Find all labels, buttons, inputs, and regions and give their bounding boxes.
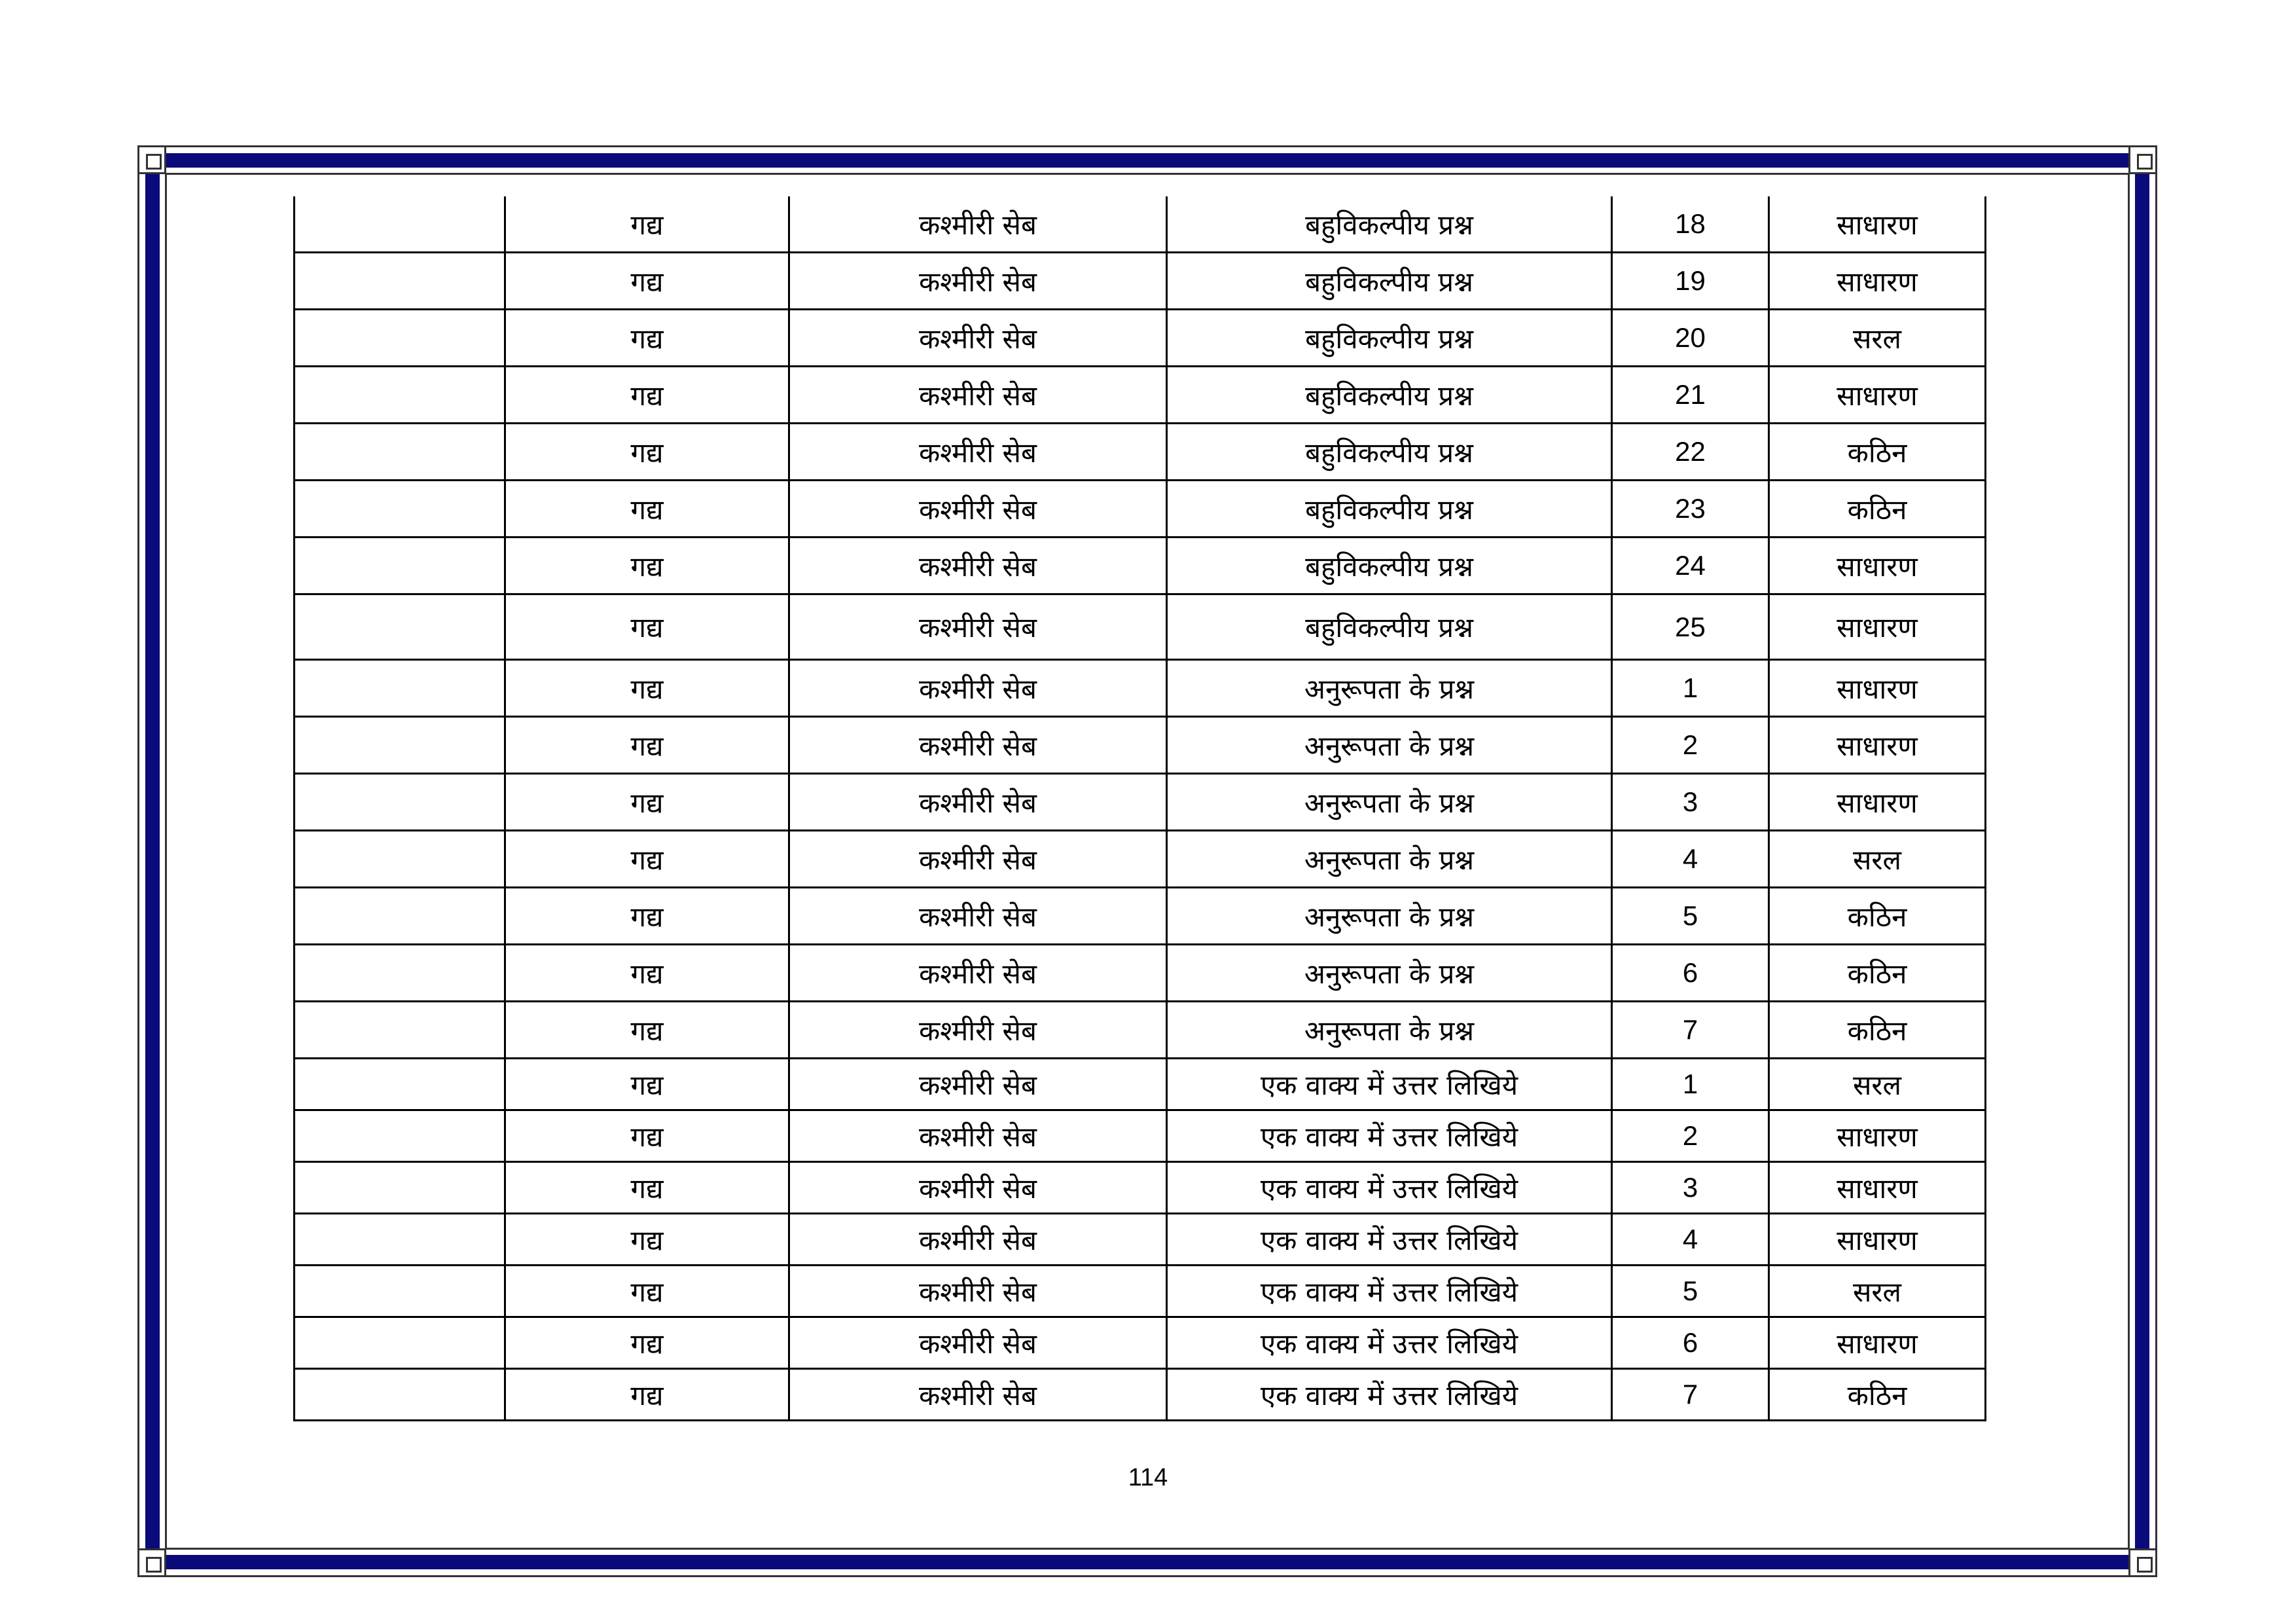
cell-genre: गद्य bbox=[505, 774, 789, 831]
cell-blank bbox=[295, 831, 505, 888]
cell-chapter: कश्मीरी सेब bbox=[789, 481, 1167, 538]
table-row bbox=[295, 1059, 1986, 1110]
cell-question-number: 24 bbox=[1612, 538, 1769, 594]
cell-genre: गद्य bbox=[505, 367, 789, 424]
cell-question-number: 18 bbox=[1612, 196, 1769, 253]
cell-question-type: एक वाक्य में उत्तर लिखिये bbox=[1167, 1369, 1612, 1421]
cell-question-type: बहुविकल्पीय प्रश्न bbox=[1167, 481, 1612, 538]
cell-blank bbox=[295, 660, 505, 717]
cell-chapter: कश्मीरी सेब bbox=[789, 1162, 1167, 1214]
cell-chapter: कश्मीरी सेब bbox=[789, 196, 1167, 253]
table-row bbox=[295, 1214, 1986, 1266]
cell-chapter: कश्मीरी सेब bbox=[789, 367, 1167, 424]
border-corner-ornament bbox=[2128, 145, 2157, 174]
cell-blank bbox=[295, 945, 505, 1002]
cell-genre: गद्य bbox=[505, 831, 789, 888]
table-row bbox=[295, 1369, 1986, 1421]
cell-genre: गद्य bbox=[505, 888, 789, 945]
cell-question-number: 20 bbox=[1612, 310, 1769, 367]
cell-blank bbox=[295, 594, 505, 660]
cell-genre: गद्य bbox=[505, 945, 789, 1002]
border-corner-ornament bbox=[137, 145, 166, 174]
table-row bbox=[295, 594, 1986, 660]
cell-genre: गद्य bbox=[505, 196, 789, 253]
cell-blank bbox=[295, 1317, 505, 1369]
cell-blank bbox=[295, 253, 505, 310]
cell-chapter: कश्मीरी सेब bbox=[789, 1214, 1167, 1266]
cell-chapter: कश्मीरी सेब bbox=[789, 945, 1167, 1002]
table-row bbox=[295, 310, 1986, 367]
cell-chapter: कश्मीरी सेब bbox=[789, 717, 1167, 774]
cell-difficulty: कठिन bbox=[1769, 945, 1986, 1002]
page-number: 114 bbox=[1128, 1464, 1168, 1491]
table-row bbox=[295, 1317, 1986, 1369]
cell-question-number: 6 bbox=[1612, 945, 1769, 1002]
cell-difficulty: साधारण bbox=[1769, 660, 1986, 717]
cell-difficulty: साधारण bbox=[1769, 774, 1986, 831]
cell-chapter: कश्मीरी सेब bbox=[789, 1059, 1167, 1110]
cell-question-type: अनुरूपता के प्रश्न bbox=[1167, 1002, 1612, 1059]
table-row bbox=[295, 888, 1986, 945]
cell-genre: गद्य bbox=[505, 1059, 789, 1110]
cell-question-number: 4 bbox=[1612, 831, 1769, 888]
border-corner-ornament bbox=[137, 1548, 166, 1577]
cell-chapter: कश्मीरी सेब bbox=[789, 1317, 1167, 1369]
cell-chapter: कश्मीरी सेब bbox=[789, 831, 1167, 888]
table-row bbox=[295, 660, 1986, 717]
cell-blank bbox=[295, 424, 505, 481]
cell-blank bbox=[295, 1110, 505, 1162]
cell-question-number: 19 bbox=[1612, 253, 1769, 310]
cell-chapter: कश्मीरी सेब bbox=[789, 538, 1167, 594]
cell-question-type: बहुविकल्पीय प्रश्न bbox=[1167, 538, 1612, 594]
question-table bbox=[293, 196, 1986, 1421]
cell-question-number: 4 bbox=[1612, 1214, 1769, 1266]
cell-question-number: 7 bbox=[1612, 1369, 1769, 1421]
table-row bbox=[295, 538, 1986, 594]
table-row bbox=[295, 774, 1986, 831]
cell-blank bbox=[295, 717, 505, 774]
cell-question-number: 6 bbox=[1612, 1317, 1769, 1369]
cell-chapter: कश्मीरी सेब bbox=[789, 1369, 1167, 1421]
question-table-body bbox=[295, 196, 1986, 1421]
cell-chapter: कश्मीरी सेब bbox=[789, 1266, 1167, 1317]
cell-chapter: कश्मीरी सेब bbox=[789, 424, 1167, 481]
cell-difficulty: साधारण bbox=[1769, 1110, 1986, 1162]
cell-blank bbox=[295, 1059, 505, 1110]
cell-genre: गद्य bbox=[505, 1369, 789, 1421]
table-row bbox=[295, 1110, 1986, 1162]
cell-question-number: 5 bbox=[1612, 888, 1769, 945]
cell-question-number: 25 bbox=[1612, 594, 1769, 660]
cell-difficulty: साधारण bbox=[1769, 538, 1986, 594]
cell-chapter: कश्मीरी सेब bbox=[789, 594, 1167, 660]
cell-chapter: कश्मीरी सेब bbox=[789, 774, 1167, 831]
border-corner-ornament bbox=[2128, 1548, 2157, 1577]
cell-difficulty: साधारण bbox=[1769, 253, 1986, 310]
table-row bbox=[295, 945, 1986, 1002]
cell-question-type: बहुविकल्पीय प्रश्न bbox=[1167, 253, 1612, 310]
cell-question-type: एक वाक्य में उत्तर लिखिये bbox=[1167, 1059, 1612, 1110]
cell-difficulty: सरल bbox=[1769, 310, 1986, 367]
cell-difficulty: कठिन bbox=[1769, 481, 1986, 538]
cell-question-number: 2 bbox=[1612, 717, 1769, 774]
cell-genre: गद्य bbox=[505, 253, 789, 310]
cell-difficulty: साधारण bbox=[1769, 1317, 1986, 1369]
cell-question-number: 5 bbox=[1612, 1266, 1769, 1317]
cell-blank bbox=[295, 1266, 505, 1317]
cell-question-type: एक वाक्य में उत्तर लिखिये bbox=[1167, 1266, 1612, 1317]
cell-blank bbox=[295, 196, 505, 253]
cell-genre: गद्य bbox=[505, 424, 789, 481]
table-row bbox=[295, 196, 1986, 253]
cell-blank bbox=[295, 310, 505, 367]
cell-question-type: बहुविकल्पीय प्रश्न bbox=[1167, 310, 1612, 367]
table-row bbox=[295, 1162, 1986, 1214]
cell-difficulty: सरल bbox=[1769, 831, 1986, 888]
cell-genre: गद्य bbox=[505, 1266, 789, 1317]
cell-difficulty: कठिन bbox=[1769, 1002, 1986, 1059]
cell-chapter: कश्मीरी सेब bbox=[789, 310, 1167, 367]
table-row bbox=[295, 831, 1986, 888]
cell-question-type: बहुविकल्पीय प्रश्न bbox=[1167, 196, 1612, 253]
cell-question-number: 2 bbox=[1612, 1110, 1769, 1162]
cell-question-number: 1 bbox=[1612, 1059, 1769, 1110]
cell-difficulty: साधारण bbox=[1769, 594, 1986, 660]
cell-question-type: बहुविकल्पीय प्रश्न bbox=[1167, 424, 1612, 481]
cell-genre: गद्य bbox=[505, 1214, 789, 1266]
cell-question-type: अनुरूपता के प्रश्न bbox=[1167, 717, 1612, 774]
cell-question-type: अनुरूपता के प्रश्न bbox=[1167, 888, 1612, 945]
cell-blank bbox=[295, 367, 505, 424]
cell-genre: गद्य bbox=[505, 481, 789, 538]
cell-question-number: 3 bbox=[1612, 1162, 1769, 1214]
cell-blank bbox=[295, 888, 505, 945]
cell-question-number: 22 bbox=[1612, 424, 1769, 481]
cell-question-number: 21 bbox=[1612, 367, 1769, 424]
cell-genre: गद्य bbox=[505, 1162, 789, 1214]
cell-blank bbox=[295, 1369, 505, 1421]
cell-difficulty: साधारण bbox=[1769, 1214, 1986, 1266]
cell-question-type: एक वाक्य में उत्तर लिखिये bbox=[1167, 1214, 1612, 1266]
cell-genre: गद्य bbox=[505, 660, 789, 717]
cell-genre: गद्य bbox=[505, 1002, 789, 1059]
cell-question-number: 23 bbox=[1612, 481, 1769, 538]
cell-difficulty: साधारण bbox=[1769, 367, 1986, 424]
table-row bbox=[295, 424, 1986, 481]
cell-genre: गद्य bbox=[505, 1317, 789, 1369]
cell-blank bbox=[295, 481, 505, 538]
table-row bbox=[295, 717, 1986, 774]
cell-genre: गद्य bbox=[505, 594, 789, 660]
cell-question-type: अनुरूपता के प्रश्न bbox=[1167, 660, 1612, 717]
cell-question-type: बहुविकल्पीय प्रश्न bbox=[1167, 367, 1612, 424]
table-row bbox=[295, 481, 1986, 538]
cell-difficulty: कठिन bbox=[1769, 424, 1986, 481]
cell-question-number: 3 bbox=[1612, 774, 1769, 831]
cell-question-type: एक वाक्य में उत्तर लिखिये bbox=[1167, 1317, 1612, 1369]
cell-question-type: बहुविकल्पीय प्रश्न bbox=[1167, 594, 1612, 660]
table-row bbox=[295, 1002, 1986, 1059]
cell-chapter: कश्मीरी सेब bbox=[789, 888, 1167, 945]
cell-difficulty: सरल bbox=[1769, 1266, 1986, 1317]
table-row bbox=[295, 367, 1986, 424]
cell-question-number: 1 bbox=[1612, 660, 1769, 717]
cell-difficulty: कठिन bbox=[1769, 1369, 1986, 1421]
cell-blank bbox=[295, 538, 505, 594]
cell-genre: गद्य bbox=[505, 310, 789, 367]
cell-chapter: कश्मीरी सेब bbox=[789, 1002, 1167, 1059]
cell-difficulty: साधारण bbox=[1769, 1162, 1986, 1214]
table-row bbox=[295, 253, 1986, 310]
cell-genre: गद्य bbox=[505, 1110, 789, 1162]
cell-genre: गद्य bbox=[505, 717, 789, 774]
cell-chapter: कश्मीरी सेब bbox=[789, 1110, 1167, 1162]
cell-question-type: एक वाक्य में उत्तर लिखिये bbox=[1167, 1162, 1612, 1214]
cell-chapter: कश्मीरी सेब bbox=[789, 660, 1167, 717]
cell-blank bbox=[295, 1214, 505, 1266]
cell-question-type: एक वाक्य में उत्तर लिखिये bbox=[1167, 1110, 1612, 1162]
cell-genre: गद्य bbox=[505, 538, 789, 594]
cell-question-number: 7 bbox=[1612, 1002, 1769, 1059]
cell-blank bbox=[295, 1002, 505, 1059]
cell-difficulty: साधारण bbox=[1769, 717, 1986, 774]
cell-blank bbox=[295, 1162, 505, 1214]
cell-difficulty: कठिन bbox=[1769, 888, 1986, 945]
cell-difficulty: सरल bbox=[1769, 1059, 1986, 1110]
cell-difficulty: साधारण bbox=[1769, 196, 1986, 253]
cell-chapter: कश्मीरी सेब bbox=[789, 253, 1167, 310]
cell-question-type: अनुरूपता के प्रश्न bbox=[1167, 945, 1612, 1002]
table-row bbox=[295, 1266, 1986, 1317]
cell-blank bbox=[295, 774, 505, 831]
cell-question-type: अनुरूपता के प्रश्न bbox=[1167, 831, 1612, 888]
cell-question-type: अनुरूपता के प्रश्न bbox=[1167, 774, 1612, 831]
